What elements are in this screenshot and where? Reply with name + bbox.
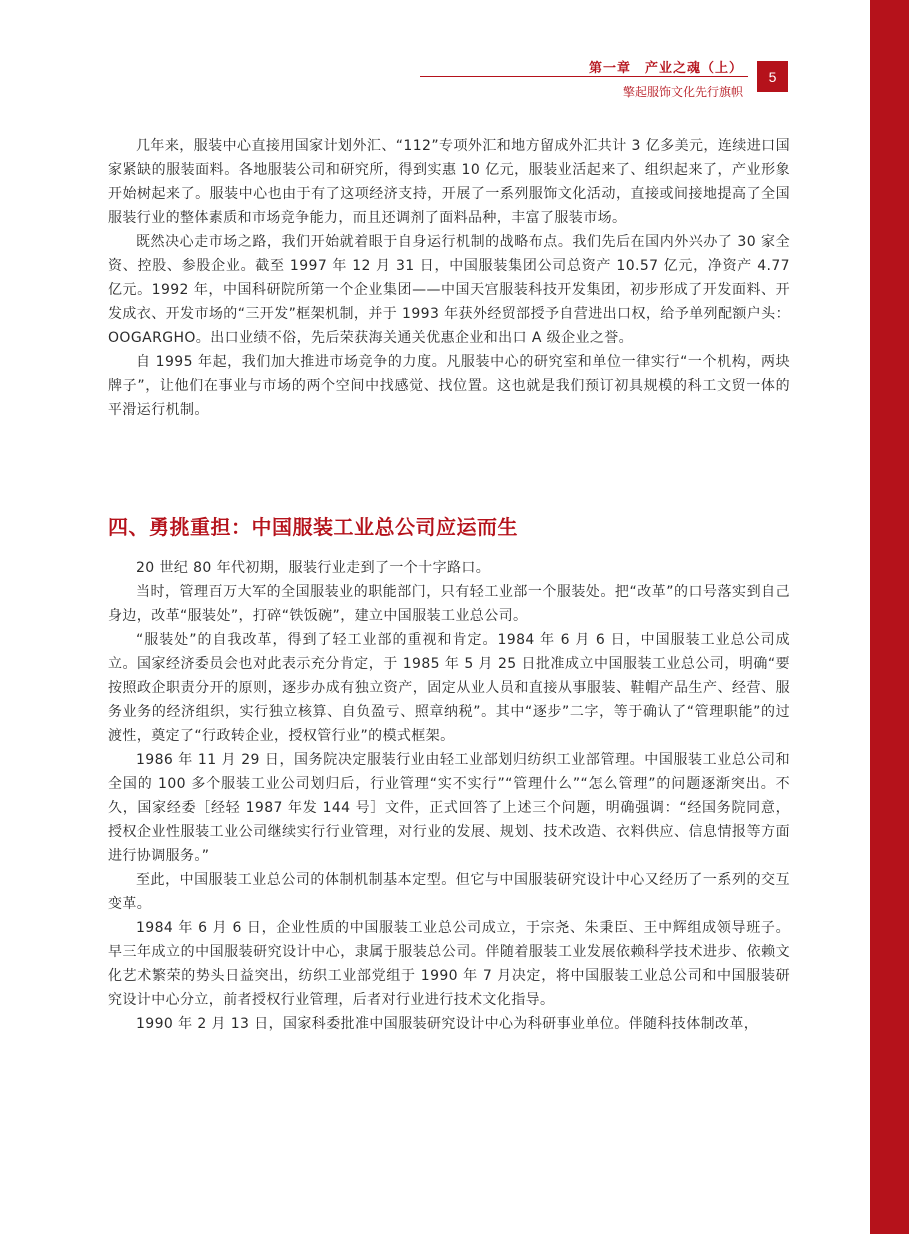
section-heading: 四、勇挑重担：中国服装工业总公司应运而生 <box>108 515 518 539</box>
paragraph: 1990 年 2 月 13 日，国家科委批准中国服装研究设计中心为科研事业单位。伴随科技体制改革， <box>136 1016 759 1032</box>
body-section-a <box>108 134 790 422</box>
red-side-band <box>870 0 909 1234</box>
paragraph: 几年来，服装中心直接用国家计划外汇、“112”专项外汇和地方留成外汇共计 3 亿多美元，连续进口国家紧缺的服装面料。各地服装公司和研究所，得到实惠 10 亿元，服装业活起来了、组织起来了，产业形象开始树起来了。服装中心也由于有了这项经济支持，开展了一系列服饰文化活动，直接或间接地提高了全国服装行业的整体素质和市场竞争能力，而且还调剂了面料品种，丰富了服装市场。 <box>108 138 790 226</box>
chapter-title: 第一章 产业之魂（上） <box>588 61 743 76</box>
page-number: 5 <box>757 61 788 92</box>
paragraph: 既然决心走市场之路，我们开始就着眼于自身运行机制的战略布点。我们先后在国内外兴办了 30 家全资、控股、参股企业。截至 1997 年 12 月 31 日，中国服装集团公司总资产 10.57 亿元，净资产 4.77 亿元。1992 年，中国科研院所第一个企业集团——中国天宫服装科技开发集团，初步形成了开发面料、开发成衣、开发市场的“三开发”框架机制，并于 1993 年获外经贸部授予自营进出口权，给予单列配额户头：OOGARGHO。出口业绩不俗，先后荣获海关通关优惠企业和出口 A 级企业之誉。 <box>108 234 790 346</box>
header-divider <box>420 76 748 77</box>
paragraph: “服装处”的自我改革，得到了轻工业部的重视和肯定。1984 年 6 月 6 日，中国服装工业总公司成立。国家经济委员会也对此表示充分肯定，于 1985 年 5 月 25 日批准成立中国服装工业总公司，明确“要按照政企职责分开的原则，逐步办成有独立资产，固定从业人员和直接从事服装、鞋帽产品生产、经营、服务业务的经济组织，实行独立核算、自负盈亏、照章纳税”。其中“逐步”二字，等于确认了“管理职能”的过渡性，奠定了“行政转企业，授权管行业”的模式框架。 <box>108 632 790 744</box>
chapter-subtitle: 擎起服饰文化先行旗帜 <box>622 85 743 99</box>
paragraph: 自 1995 年起，我们加大推进市场竞争的力度。凡服装中心的研究室和单位一律实行“一个机构，两块牌子”，让他们在事业与市场的两个空间中找感觉、找位置。这也就是我们预订初具规模的科工文贸一体的平滑运行机制。 <box>108 354 790 418</box>
paragraph: 20 世纪 80 年代初期，服装行业走到了一个十字路口。 <box>136 560 491 576</box>
paragraph: 1986 年 11 月 29 日，国务院决定服装行业由轻工业部划归纺织工业部管理。中国服装工业总公司和全国的 100 多个服装工业公司划归后，行业管理“实不实行”“管理什么”“怎么管理”的问题逐渐突出。不久，国家经委［经轻 1987 年发 144 号］文件，正式回答了上述三个问题，明确强调：“经国务院同意，授权企业性服装工业公司继续实行行业管理，对行业的发展、规划、技术改造、衣料供应、信息情报等方面进行协调服务。” <box>108 752 790 864</box>
body-section-b <box>108 556 790 1036</box>
paragraph: 至此，中国服装工业总公司的体制机制基本定型。但它与中国服装研究设计中心又经历了一系列的交互变革。 <box>108 872 790 912</box>
paragraph: 当时，管理百万大军的全国服装业的职能部门，只有轻工业部一个服装处。把“改革”的口号落实到自己身边，改革“服装处”，打碎“铁饭碗”，建立中国服装工业总公司。 <box>108 584 790 624</box>
paragraph: 1984 年 6 月 6 日，企业性质的中国服装工业总公司成立，于宗尧、朱秉臣、王中辉组成领导班子。早三年成立的中国服装研究设计中心，隶属于服装总公司。伴随着服装工业发展依赖科学技术进步、依赖文化艺术繁荣的势头日益突出，纺织工业部党组于 1990 年 7 月决定，将中国服装工业总公司和中国服装研究设计中心分立，前者授权行业管理，后者对行业进行技术文化指导。 <box>108 920 790 1008</box>
